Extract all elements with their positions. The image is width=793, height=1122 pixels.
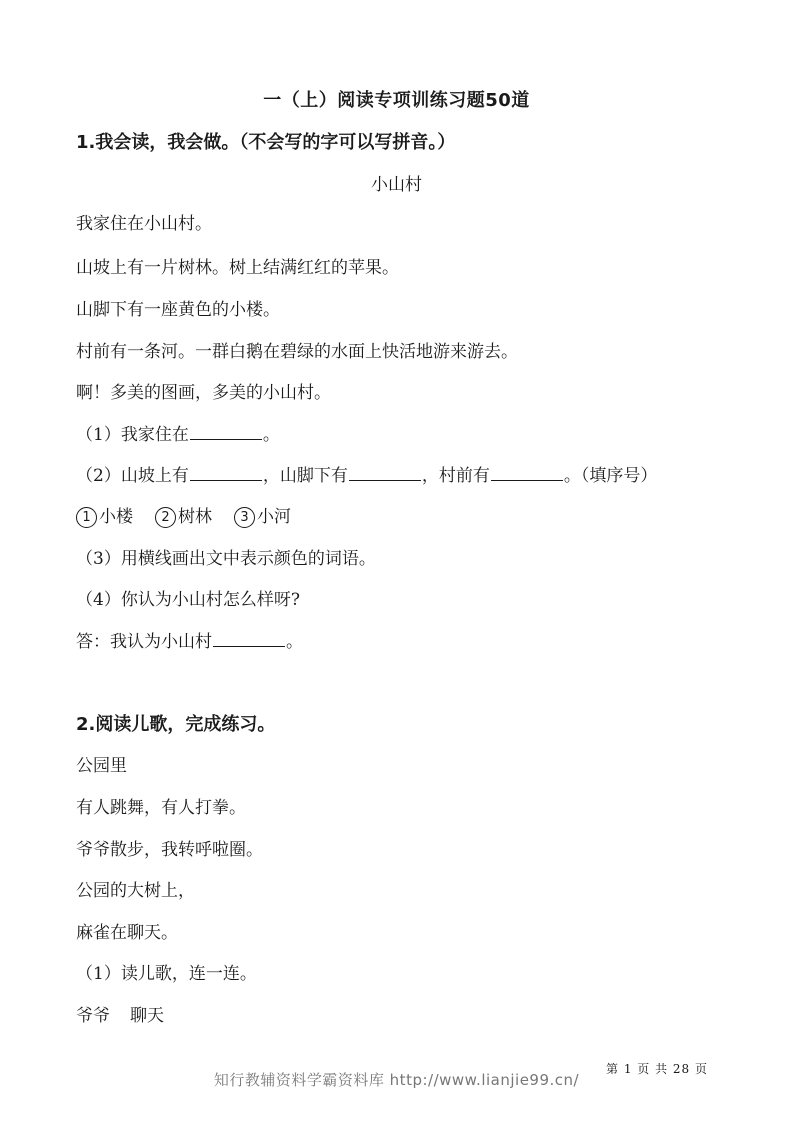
page-number: 第 1 页 共 28 页 bbox=[606, 1062, 708, 1076]
option-item bbox=[234, 502, 291, 528]
question-1-sub-1 bbox=[76, 420, 280, 445]
sub-2-part-2: ，山脚下有 bbox=[262, 466, 348, 486]
passage-line: 村前有一条河。一群白鹅在碧绿的水面上快活地游来游去。 bbox=[76, 342, 518, 362]
circled-number: 2 bbox=[155, 507, 176, 528]
match-right[interactable]: 聊天 bbox=[130, 1006, 164, 1026]
option-item bbox=[155, 502, 212, 528]
match-row bbox=[76, 1001, 164, 1026]
question-1-sub-2 bbox=[76, 461, 657, 486]
answer-blank[interactable] bbox=[213, 630, 285, 647]
answer-prefix: 答：我认为小山村 bbox=[76, 632, 212, 652]
poem-line: 爷爷散步，我转呼啦圈。 bbox=[76, 840, 263, 860]
sub-1-prefix: （1）我家住在 bbox=[76, 425, 189, 445]
sub-1-suffix: 。 bbox=[262, 425, 280, 445]
sub-2-part-4: 。（填序号） bbox=[563, 466, 658, 486]
document-title: 一（上）阅读专项训练习题50道 bbox=[263, 90, 530, 111]
option-label: 树林 bbox=[178, 507, 212, 527]
question-2-sub-1: （1）读儿歌，连一连。 bbox=[76, 964, 257, 984]
answer-blank[interactable] bbox=[491, 464, 563, 481]
question-1-sub-4: （4）你认为小山村怎么样呀? bbox=[76, 590, 300, 610]
options-row bbox=[76, 502, 313, 528]
sub-2-part-3: ，村前有 bbox=[421, 466, 490, 486]
poem-line: 公园里 bbox=[76, 756, 127, 776]
passage-title: 小山村 bbox=[371, 175, 422, 195]
answer-blank[interactable] bbox=[349, 464, 421, 481]
answer-suffix: 。 bbox=[286, 632, 303, 652]
watermark-text: 知行教辅资料学霸资料库 http://www.lianjie99.cn/ bbox=[213, 1071, 580, 1089]
answer-blank[interactable] bbox=[190, 464, 262, 481]
passage-line: 啊！多美的图画，多美的小山村。 bbox=[76, 383, 331, 403]
match-left[interactable]: 爷爷 bbox=[76, 1006, 110, 1026]
passage-line: 山坡上有一片树林。树上结满红红的苹果。 bbox=[76, 258, 399, 278]
poem-line: 公园的大树上， bbox=[76, 881, 195, 901]
option-label: 小河 bbox=[257, 507, 291, 527]
poem-line: 麻雀在聊天。 bbox=[76, 923, 178, 943]
answer-blank[interactable] bbox=[190, 423, 262, 440]
question-1-heading: 1.我会读，我会做。（不会写的字可以写拼音。） bbox=[76, 132, 456, 153]
circled-number: 1 bbox=[76, 507, 97, 528]
passage-line: 山脚下有一座黄色的小楼。 bbox=[76, 300, 280, 320]
question-2-heading: 2.阅读儿歌，完成练习。 bbox=[76, 714, 276, 735]
passage-line: 我家住在小山村。 bbox=[76, 214, 212, 234]
question-1-sub-3: （3）用横线画出文中表示颜色的词语。 bbox=[76, 549, 376, 569]
circled-number: 3 bbox=[234, 507, 255, 528]
option-item bbox=[76, 502, 133, 528]
answer-line bbox=[76, 627, 303, 652]
poem-line: 有人跳舞，有人打拳。 bbox=[76, 798, 246, 818]
sub-2-part-1: （2）山坡上有 bbox=[76, 466, 189, 486]
option-label: 小楼 bbox=[99, 507, 133, 527]
